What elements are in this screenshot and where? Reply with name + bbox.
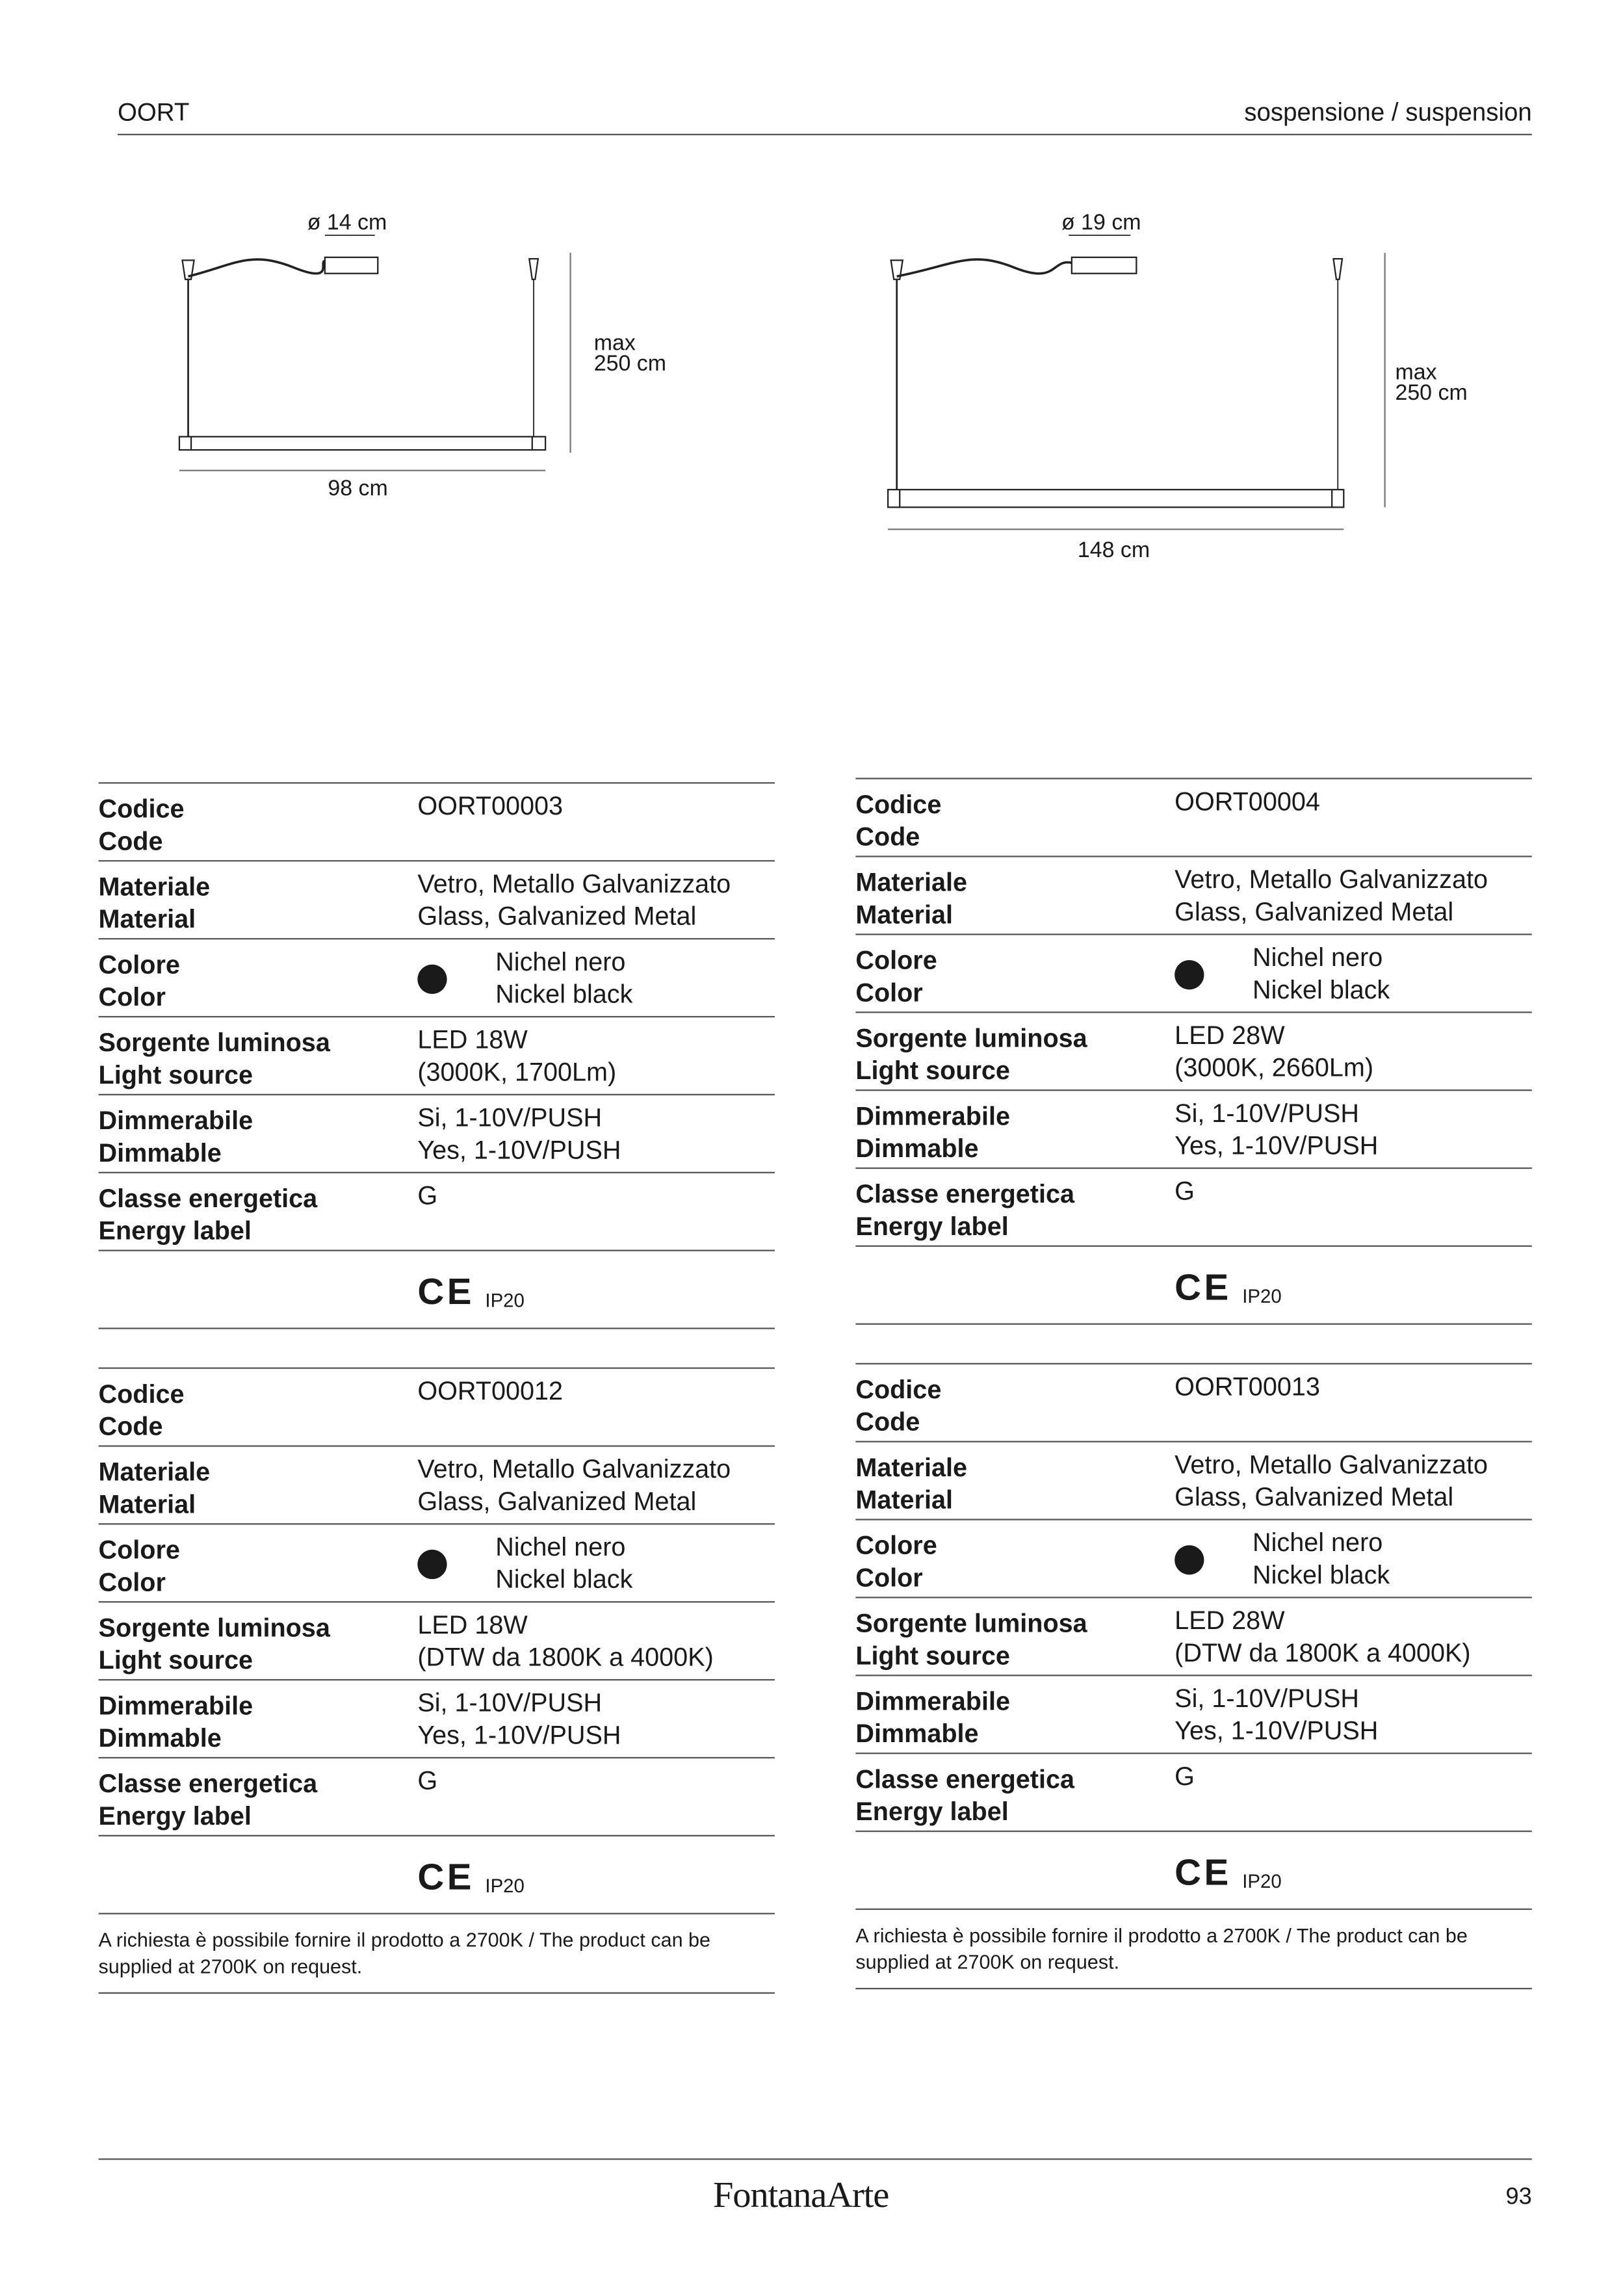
diameter-label: ø 19 cm (1061, 210, 1141, 235)
ce-mark-icon: CE (1175, 1852, 1232, 1894)
category-label: sospensione / suspension (1244, 98, 1532, 127)
height-label-max: max (1395, 360, 1437, 385)
note-2700k: A richiesta è possibile fornire il prodotto a 2700K / The product can be supplied at 2700K on request. (99, 1914, 775, 1994)
ip-rating: IP20 (1242, 1285, 1282, 1307)
row-dimmable: Dimmerabile Dimmable Si, 1-10V/PUSH Yes, 1-10V/PUSH (99, 1679, 775, 1757)
color-value: Nichel nero Nickel black (1253, 1528, 1390, 1590)
row-certifications (855, 1246, 1531, 1325)
lamp-drawing-large (0, 0, 1617, 618)
row-code (99, 1367, 775, 1445)
product-spec-2 (99, 1367, 775, 1914)
ip-rating: IP20 (1242, 1870, 1282, 1892)
product-title: OORT (117, 98, 190, 127)
energy-value: G (417, 1181, 438, 1210)
row-color: Colore Color Nichel nero Nickel black (99, 1523, 775, 1601)
diameter-label: ø 14 cm (307, 210, 387, 235)
row-certifications (855, 1831, 1531, 1910)
energy-value: G (417, 1766, 438, 1795)
row-dimmable: Dimmerabile Dimmable Si, 1-10V/PUSH Yes, 1-10V/PUSH (99, 1094, 775, 1172)
light-value: LED 18W (3000K, 1700Lm) (417, 1024, 617, 1087)
row-color: Colore Color Nichel nero Nickel black (99, 938, 775, 1016)
code-value: OORT00004 (1175, 787, 1320, 816)
spec-table-right (855, 777, 1531, 1989)
color-value: Nichel nero Nickel black (495, 946, 633, 1009)
color-swatch (1175, 960, 1204, 989)
light-value: LED 18W (DTW da 1800K a 4000K) (417, 1610, 714, 1672)
width-label: 148 cm (1077, 538, 1150, 564)
row-dimmable: Dimmerabile Dimmable Si, 1-10V/PUSH Yes, 1-10V/PUSH (855, 1675, 1531, 1753)
color-value: Nichel nero Nickel black (1253, 942, 1390, 1004)
row-light-source: Sorgente luminosa Light source LED 18W (DTW da 1800K a 4000K) (99, 1601, 775, 1679)
label: Codice Code (855, 1374, 942, 1437)
row-energy: Classe energetica Energy label G (99, 1172, 775, 1250)
product-spec-3 (855, 1363, 1531, 1910)
row-certifications (99, 1250, 775, 1329)
color-swatch (417, 965, 447, 994)
material-value: Vetro, Metallo Galvanizzato Glass, Galvanized Metal (417, 868, 731, 931)
code-value: OORT00013 (1175, 1372, 1320, 1402)
row-certifications (99, 1835, 775, 1914)
height-label-value: 250 cm (1395, 380, 1468, 406)
energy-value: G (1175, 1176, 1195, 1206)
label: Codice Code (98, 794, 185, 856)
material-value: Vetro, Metallo Galvanizzato Glass, Galvanized Metal (417, 1454, 731, 1516)
row-color: Colore Color Nichel nero Nickel black (855, 1519, 1531, 1597)
row-dimmable: Dimmerabile Dimmable Si, 1-10V/PUSH Yes, 1-10V/PUSH (855, 1089, 1531, 1168)
spec-table-left (99, 782, 775, 1994)
product-spec-1 (855, 777, 1531, 1324)
row-code (855, 777, 1531, 855)
width-label: 98 cm (328, 476, 388, 502)
light-value: LED 28W (3000K, 2660Lm) (1175, 1020, 1374, 1082)
ce-mark-icon: CE (417, 1272, 474, 1313)
label: Codice Code (855, 789, 942, 852)
material-value: Vetro, Metallo Galvanizzato Glass, Galvanized Metal (1175, 864, 1488, 926)
row-material: Materiale Material Vetro, Metallo Galvanizzato Glass, Galvanized Metal (99, 860, 775, 938)
row-energy: Classe energetica Energy label G (99, 1757, 775, 1835)
light-value: LED 28W (DTW da 1800K a 4000K) (1175, 1605, 1471, 1667)
row-light-source: Sorgente luminosa Light source LED 28W (3000K, 2660Lm) (855, 1011, 1531, 1089)
dimmable-value: Si, 1-10V/PUSH Yes, 1-10V/PUSH (417, 1688, 621, 1750)
row-material: Materiale Material Vetro, Metallo Galvanizzato Glass, Galvanized Metal (855, 855, 1531, 933)
color-swatch (1175, 1545, 1204, 1574)
row-material: Materiale Material Vetro, Metallo Galvanizzato Glass, Galvanized Metal (99, 1445, 775, 1523)
label: Codice Code (98, 1379, 185, 1441)
row-light-source: Sorgente luminosa Light source LED 18W (3000K, 1700Lm) (99, 1016, 775, 1094)
row-energy: Classe energetica Energy label G (855, 1753, 1531, 1831)
page-number: 93 (1505, 2185, 1532, 2210)
dimmable-value: Si, 1-10V/PUSH Yes, 1-10V/PUSH (417, 1102, 621, 1165)
color-value: Nichel nero Nickel black (495, 1532, 633, 1594)
code-value: OORT00003 (417, 790, 564, 821)
height-label-value: 250 cm (593, 351, 667, 377)
dimmable-value: Si, 1-10V/PUSH Yes, 1-10V/PUSH (1175, 1683, 1379, 1745)
row-light-source: Sorgente luminosa Light source LED 28W (DTW da 1800K a 4000K) (855, 1597, 1531, 1675)
note-2700k: A richiesta è possibile fornire il prodotto a 2700K / The product can be supplied at 2700K on request. (855, 1910, 1531, 1989)
ce-mark-icon: CE (1175, 1267, 1232, 1309)
row-color: Colore Color Nichel nero Nickel black (855, 933, 1531, 1011)
product-spec-0 (99, 782, 775, 1329)
color-swatch (417, 1550, 447, 1579)
row-code (99, 782, 775, 860)
row-code (855, 1363, 1531, 1441)
material-value: Vetro, Metallo Galvanizzato Glass, Galvanized Metal (1175, 1450, 1488, 1512)
row-material: Materiale Material Vetro, Metallo Galvanizzato Glass, Galvanized Metal (855, 1441, 1531, 1519)
height-label-max: max (593, 330, 636, 356)
ce-mark-icon: CE (417, 1857, 474, 1898)
row-energy: Classe energetica Energy label G (855, 1168, 1531, 1246)
dimmable-value: Si, 1-10V/PUSH Yes, 1-10V/PUSH (1175, 1098, 1379, 1160)
brand-logo: FontanaArte (712, 2176, 889, 2216)
code-value: OORT00012 (417, 1376, 564, 1406)
footer-rule (99, 2158, 1532, 2159)
energy-value: G (1175, 1761, 1195, 1791)
ip-rating: IP20 (485, 1289, 525, 1312)
ip-rating: IP20 (485, 1874, 525, 1897)
